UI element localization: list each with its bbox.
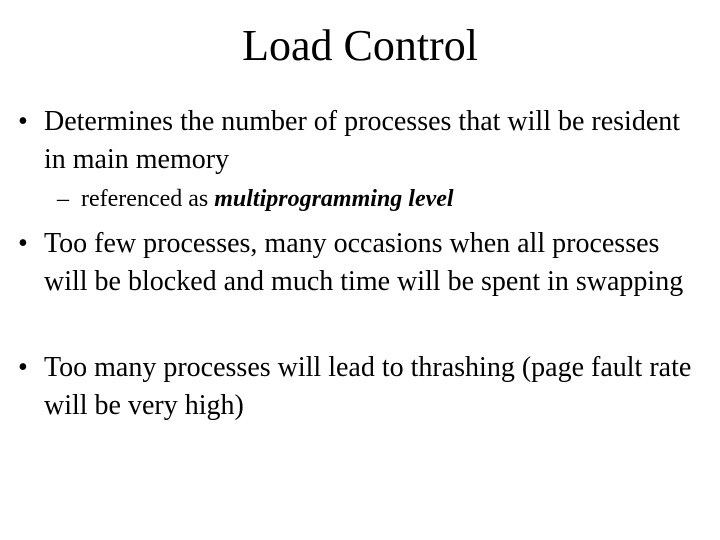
- bullet-item: [18, 349, 698, 425]
- bullet-marker: •: [18, 106, 28, 137]
- sub-bullet-item: [57, 184, 697, 214]
- bullet-item: [18, 225, 698, 301]
- bullet-item: [18, 103, 698, 179]
- slide-title: Load Control: [242, 21, 478, 70]
- sub-bullet-emphasis: multiprogramming level: [214, 186, 454, 212]
- bullet-text: Determines the number of processes that will be resident in main memory: [44, 106, 681, 175]
- bullet-text: Too few processes, many occasions when all processes will be blocked and much time will be spent in swapping: [44, 228, 684, 297]
- bullet-text: Too many processes will lead to thrashing (page fault rate will be very high): [44, 352, 692, 421]
- sub-bullet-text: referenced as: [81, 186, 209, 212]
- bullet-marker: •: [18, 352, 28, 383]
- sub-bullet-marker: –: [57, 186, 69, 212]
- bullet-marker: •: [18, 228, 28, 259]
